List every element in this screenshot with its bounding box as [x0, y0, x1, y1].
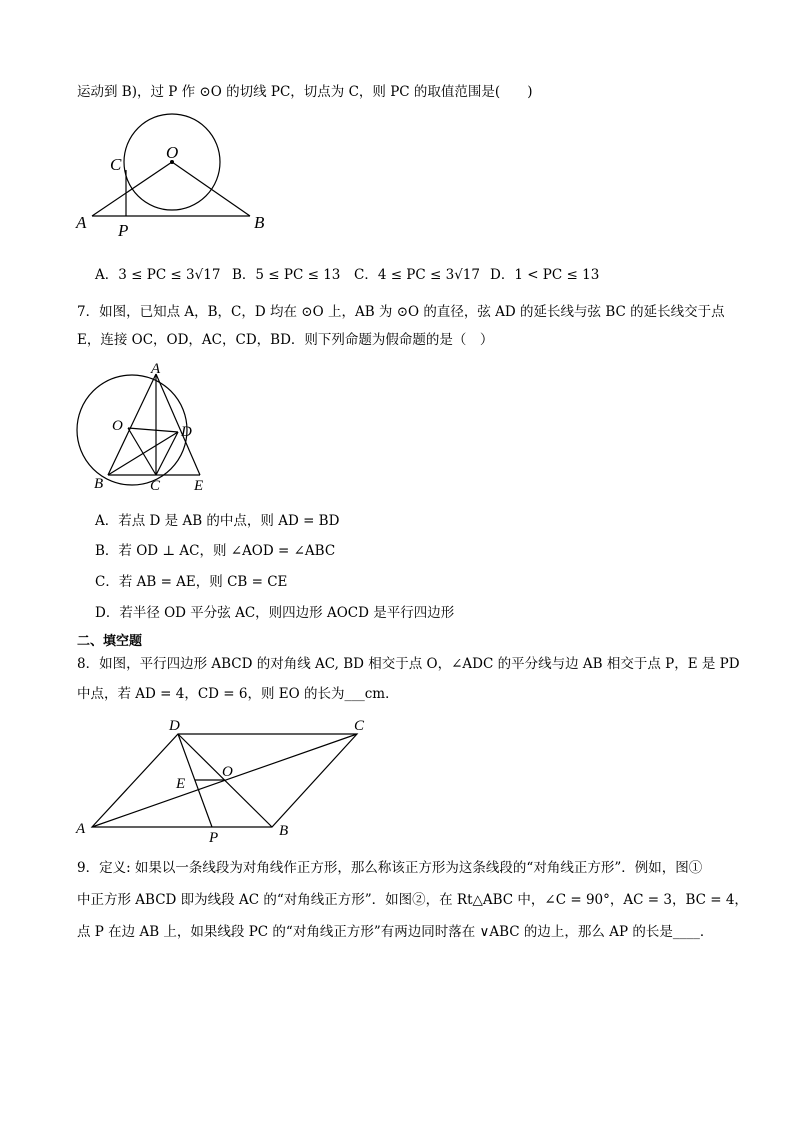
q6-option-a: A．3 ≤ PC ≤ 3√17 — [95, 267, 221, 283]
q8-stem-line1: 8．如图，平行四边形 ABCD 的对角线 AC, BD 相交于点 O，∠ADC 的平分线与边 AB 相交于点 P，E 是 PD — [77, 656, 740, 672]
q6-label-b: B — [254, 213, 265, 232]
q6-option-b: B．5 ≤ PC ≤ 13 — [232, 267, 341, 283]
q6-segment-ob — [172, 162, 250, 216]
q7-stem-line1: 7．如图，已知点 A，B，C，D 均在 ⊙O 上，AB 为 ⊙O 的直径，弦 AD 的延长线与弦 BC 的延长线交于点 — [77, 304, 725, 320]
q7-segment-oc — [128, 428, 156, 475]
q6-figure — [70, 110, 270, 240]
q7-option-b: B．若 OD ⊥ AC，则 ∠AOD = ∠ABC — [95, 543, 336, 559]
q7-figure — [70, 360, 220, 500]
q6-label-c: C — [110, 155, 122, 174]
q8-stem-line2: 中点，若 AD = 4，CD = 6，则 EO 的长为___cm． — [77, 686, 399, 702]
q6-label-o: O — [166, 143, 179, 162]
q6-option-d: D．1 < PC ≤ 13 — [490, 267, 600, 283]
q7-option-c: C．若 AB = AE，则 CB = CE — [95, 574, 288, 590]
q8-label-p: P — [209, 830, 219, 846]
q8-label-e: E — [176, 776, 186, 792]
q9-stem-line2: 中正方形 ABCD 即为线段 AC 的“对角线正方形”．如图②，在 Rt△ABC 中，∠C = 90°，AC = 3，BC = 4， — [77, 892, 748, 908]
q6-label-a: A — [76, 213, 87, 232]
q9-stem-line1: 9．定义: 如果以一条线段为对角线作正方形，那么称该正方形为这条线段的“对角线正方形”．例如，图① — [77, 860, 703, 876]
q7-label-o: O — [112, 418, 123, 434]
q8-label-a: A — [76, 821, 86, 837]
q7-circle — [77, 375, 187, 485]
q7-label-d: D — [181, 424, 192, 440]
q6-stem-tail: 运动到 B)，过 P 作 ⊙O 的切线 PC，切点为 C，则 PC 的取值范围是( ) — [77, 84, 533, 100]
q7-label-c: C — [150, 478, 161, 494]
q6-option-c: C．4 ≤ PC ≤ 3√17 — [354, 267, 480, 283]
q7-option-d: D．若半径 OD 平分弦 AC，则四边形 AOCD 是平行四边形 — [95, 605, 455, 621]
q8-figure — [70, 712, 380, 846]
q7-label-a: A — [151, 361, 161, 377]
q6-label-p: P — [118, 221, 129, 240]
q8-label-b: B — [279, 823, 289, 839]
q8-label-d: D — [169, 718, 180, 734]
section-heading-fill-in: 二、填空题 — [77, 634, 143, 649]
q7-segment-od — [128, 428, 178, 432]
q9-stem-line3: 点 P 在边 AB 上，如果线段 PC 的“对角线正方形”有两边同时落在 ∨ABC 的边上，那么 AP 的长是____． — [77, 924, 714, 940]
q8-label-c: C — [354, 718, 365, 734]
q7-stem-line2: E，连接 OC，OD，AC，CD，BD．则下列命题为假命题的是（ ） — [77, 332, 494, 348]
q7-label-e: E — [194, 478, 204, 494]
q8-label-o: O — [222, 764, 233, 780]
q7-option-a: A．若点 D 是 AB 的中点，则 AD = BD — [95, 513, 340, 529]
q7-label-b: B — [94, 476, 104, 492]
